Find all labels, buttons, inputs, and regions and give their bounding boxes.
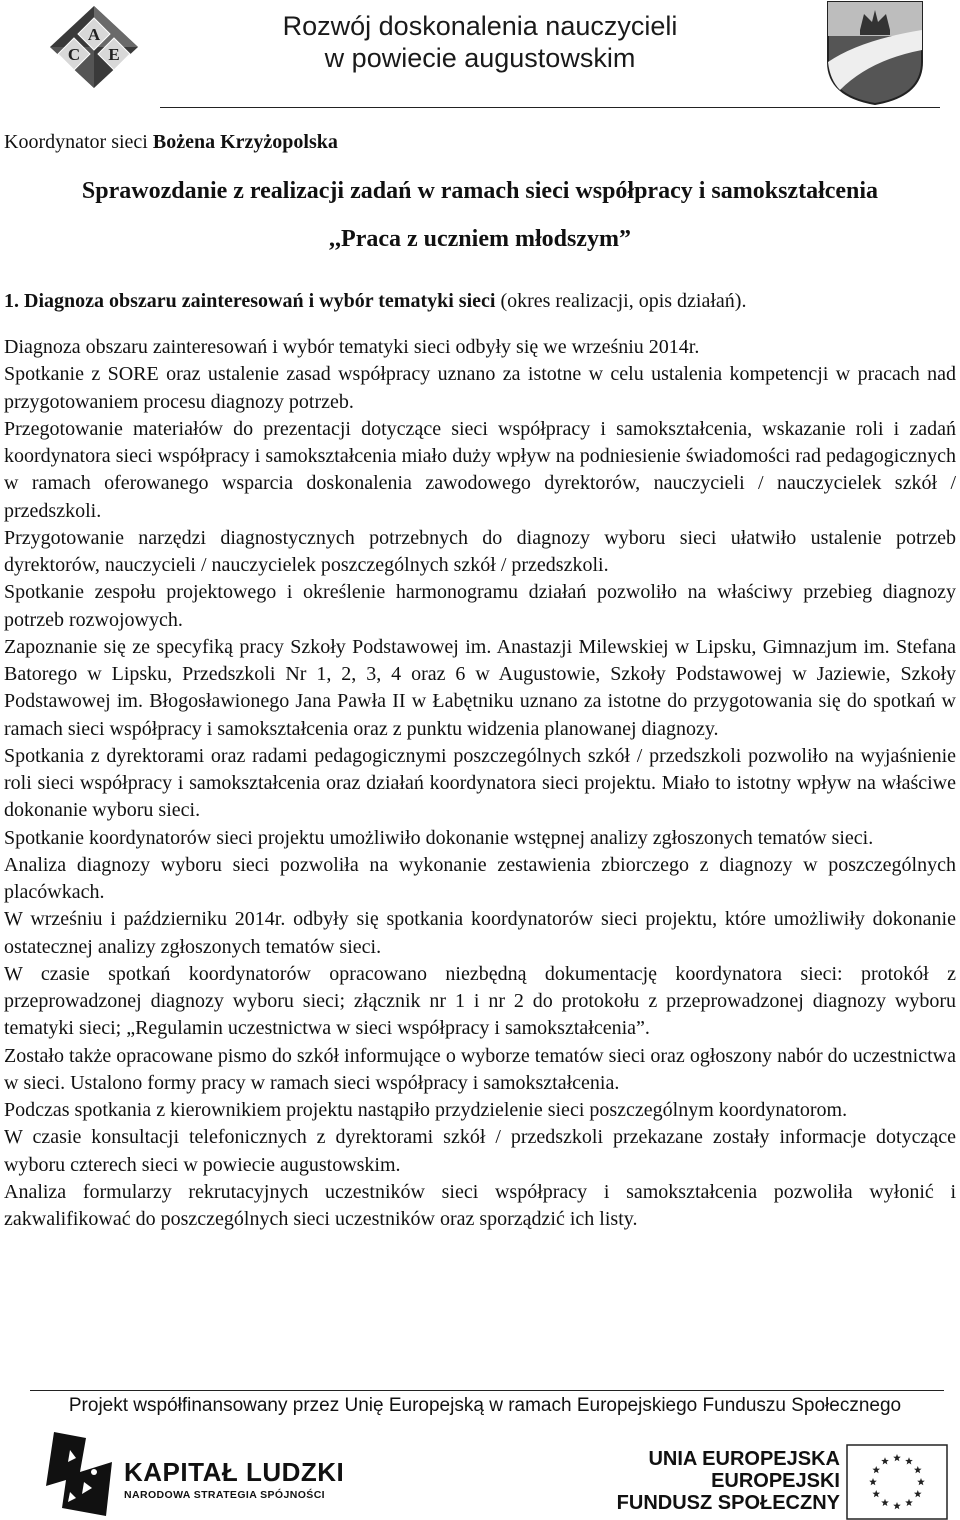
section-heading-note: (okres realizacji, opis działań). — [495, 290, 747, 312]
footer-divider — [30, 1390, 944, 1391]
paragraph: Przygotowanie narzędzi diagnostycznych potrzebnych do diagnozy wyboru sieci ułatwiło ustalenie potrzeb dyrektorów, nauczycieli / nauczycielek poszczególnych szkół / przedszkoli. — [4, 526, 956, 576]
paragraph: W czasie konsultacji telefonicznych z dyrektorami szkół / przedszkoli przekazane zostały informacje dotyczące wyboru czterech sieci w powiecie augustowskim. — [4, 1126, 956, 1176]
county-crest-logo — [820, 0, 930, 106]
report-body — [4, 334, 956, 1233]
paragraph: W wrześniu i październiku 2014r. odbyły się spotkania koordynatorów sieci projektu, które umożliwiły dokonanie ostatecznej analizy zgłoszonych tematów sieci. — [4, 908, 956, 958]
logo-letter-e: E — [108, 45, 120, 64]
eu-label-line2: EUROPEJSKI — [711, 1470, 840, 1492]
eu-label-line1: UNIA EUROPEJSKA — [648, 1448, 840, 1470]
paragraph: Podczas spotkania z kierownikiem projektu nastąpiło przydzielenie sieci poszczególnym koordynatorom. — [4, 1099, 848, 1121]
paragraph: Zapoznanie się ze specyfiką pracy Szkoły Podstawowej im. Anastazji Milewskiej w Lipsku, Gimnazjum im. Stefana Batorego w Lipsku, Przedszkoli Nr 1, 2, 3, 4 oraz 6 w Augustowie, Szkoły Podstawowej w Jaziewie, Szkoły Podstawowej im. Błogosławionego Jana Pawła II w Łabętniku uznano za istotne do przygotowania się do spotkań w ramach sieci współpracy i samokształcenia oraz z punktu widzenia planowanej diagnozy. — [4, 635, 956, 740]
report-subtitle: ,,Praca z uczniem młodszym” — [329, 226, 631, 252]
paragraph: Spotkanie z SORE oraz ustalenie zasad współpracy uznano za istotne w celu ustalenia kompetencji w pracach nad przygotowaniem procesu diagnozy potrzeb. — [4, 363, 956, 413]
paragraph: Przegotowanie materiałów do prezentacji dotyczące sieci współpracy i samokształcenia, wskazanie roli i zadań koordynatora sieci współpracy i samokształcenia miało duży wpływ na podniesienie świadomości rad pedagogicznych w ramach oferowanego wsparcia doskonalenia zawodowego dyrektorów, nauczycieli / nauczycielek szkół / przedszkoli. — [4, 417, 956, 522]
kapital-ludzki-logo — [40, 1428, 120, 1520]
paragraph: Zostało także opracowane pismo do szkół informujące o wyborze tematów sieci oraz ogłoszony nabór do uczestnictwa w sieci. Ustalono formy pracy w ramach sieci współpracy i samokształcenia. — [4, 1044, 956, 1094]
header-title-line1: Rozwój doskonalenia nauczycieli — [282, 11, 678, 41]
paragraph: W czasie spotkań koordynatorów opracowano niezbędną dokumentację koordynatora sieci: protokół z przeprowadzonej diagnozy wyboru sieci; złącznik nr 1 i nr 2 do protokołu z przeprowadzonej diagnozy wyboru tematyki sieci; „Regulamin uczestnictwa w sieci współpracy i samokształcenia”. — [4, 962, 956, 1040]
section-heading — [4, 288, 954, 314]
coordinator-label: Koordynator sieci — [4, 131, 153, 153]
logo-letter-a: A — [87, 25, 101, 44]
funding-note: Projekt współfinansowany przez Unię Europejską w ramach Europejskiego Funduszu Społecznego — [68, 1395, 902, 1416]
paragraph: Analiza formularzy rekrutacyjnych uczestników sieci współpracy i samokształcenia pozwoliła wyłonić i zakwalifikować do poszczególnych sieci uczestników oraz sporządzić ich listy. — [4, 1180, 956, 1230]
kapital-ludzki-subtitle: NARODOWA STRATEGIA SPÓJNOŚCI — [124, 1489, 325, 1501]
header-title — [220, 10, 740, 74]
paragraph: Spotkanie zespołu projektowego i określenie harmonogramu działań pozwoliło na właściwy przebieg diagnozy potrzeb rozwojowych. — [4, 581, 956, 631]
paragraph: Diagnoza obszaru zainteresowań i wybór tematyki sieci odbyły się we wrześniu 2014r. — [4, 336, 700, 358]
logo-letter-c: C — [67, 45, 81, 64]
ace-logo — [34, 4, 154, 90]
kapital-ludzki-title: KAPITAŁ LUDZKI — [124, 1457, 345, 1487]
paragraph: Spotkania z dyrektorami oraz radami pedagogicznymi poszczególnych szkół / przedszkoli pozwoliło na wyjaśnienie roli sieci współpracy i samokształcenia oraz działań koordynatora sieci projektu. Miało to istotny wpływ na właściwe dokonanie wyboru sieci. — [4, 744, 956, 822]
paragraph: Spotkanie koordynatorów sieci projektu umożliwiło dokonanie wstępnej analizy zgłoszonych tematów sieci. — [4, 826, 874, 849]
eu-flag-icon — [846, 1444, 948, 1520]
header-title-line2: w powiecie augustowskim — [324, 43, 636, 73]
paragraph: Analiza diagnozy wyboru sieci pozwoliła na wykonanie zestawienia zbiorczego z diagnozy w poszczególnych placówkach. — [4, 853, 956, 903]
coordinator-name: Bożena Krzyżopolska — [152, 131, 338, 153]
coordinator-line — [4, 130, 338, 154]
header-divider — [160, 107, 940, 108]
eu-label-line3: FUNDUSZ SPOŁECZNY — [616, 1492, 840, 1514]
report-title: Sprawozdanie z realizacji zadań w ramach sieci współpracy i samokształcenia — [81, 178, 879, 204]
section-heading-title: 1. Diagnoza obszaru zainteresowań i wybór tematyki sieci — [4, 290, 496, 312]
